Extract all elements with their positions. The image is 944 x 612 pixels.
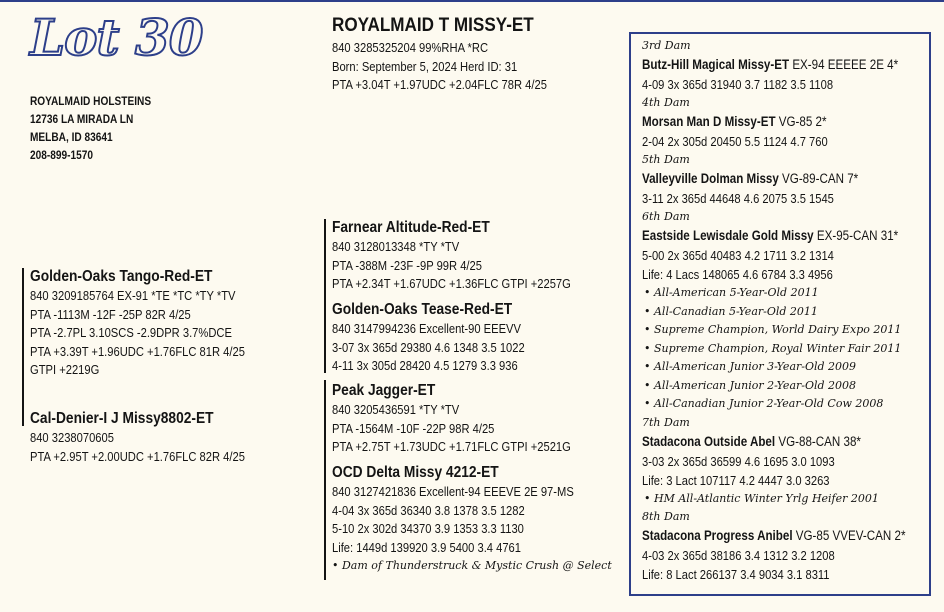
dam-dam-note: • Dam of Thunderstruck & Mystic Crush @ Select — [332, 559, 612, 573]
sire-sire-block — [332, 218, 610, 294]
sire-line-bracket — [22, 268, 24, 426]
dam-generation-label: 3rd Dam — [642, 39, 691, 52]
subject-animal — [332, 13, 582, 95]
dam-record-line: 3-11 2x 365d 44648 4.6 2075 3.5 1545 — [642, 191, 834, 206]
sire-name: Golden-Oaks Tango-Red-ET — [30, 268, 213, 285]
subject-name: ROYALMAID T MISSY-ET — [332, 15, 534, 36]
dam-honor: • HM All-Atlantic Winter Yrlg Heifer 2001 — [644, 491, 879, 505]
dam-record-line: 2-04 2x 305d 20450 5.5 1124 4.7 760 — [642, 134, 828, 149]
sire-dam-record-1: 3-07 3x 365d 29380 4.6 1348 3.5 1022 — [332, 339, 525, 355]
sire-sire-id-line: 840 3128013348 *TY *TV — [332, 239, 460, 254]
dam-dam-name: OCD Delta Missy 4212-ET — [332, 464, 499, 481]
dam-record-line: Life: 4 Lacs 148065 4.6 6784 3.3 4956 — [642, 267, 833, 282]
dam-sire-pta-line-2: PTA +2.75T +1.73UDC +1.71FLC GTPI +2521G — [332, 439, 571, 455]
sire-sire-pta-line-2: PTA +2.34T +1.67UDC +1.36FLC GTPI +2257G — [332, 276, 571, 292]
dam-honor: • All-American Junior 2-Year-Old 2008 — [644, 378, 857, 392]
dam-dam-id-line: 840 3127421836 Excellent-94 EEEVE 2E 97-MS — [332, 484, 574, 499]
dam-sire-name: Peak Jagger-ET — [332, 382, 436, 399]
dam-block — [30, 409, 280, 466]
consignor-phone: 208-899-1570 — [30, 150, 94, 162]
sire-block — [30, 267, 280, 380]
dam-sire-block — [332, 381, 610, 457]
dam-name — [642, 54, 899, 75]
sire-dam-record-2: 4-11 3x 305d 28420 4.5 1279 3.3 936 — [332, 358, 518, 374]
dam-generation-label: 7th Dam — [642, 415, 690, 429]
lot-number: Lot 30 — [30, 8, 203, 67]
top-rule — [0, 0, 944, 2]
dam-honor: • All-Canadian 5-Year-Old 2011 — [644, 304, 818, 318]
dam-generation-label: 8th Dam — [642, 510, 690, 523]
dam-generation-label: 5th Dam — [642, 153, 690, 166]
dam-record-line: 4-03 2x 365d 38186 3.4 1312 3.2 1208 — [642, 548, 835, 563]
sire-dam-block — [332, 300, 556, 376]
dam-honor: • All-Canadian Junior 2-Year-Old Cow 2008 — [644, 397, 884, 410]
dam-classification: EX-95-CAN 31* — [813, 228, 899, 243]
sire-dam-id-line: 840 3147994236 Excellent-90 EEEVV — [332, 321, 521, 336]
subject-id-line: 840 3285325204 99%RHA *RC — [332, 40, 489, 55]
sire-parents-bracket — [324, 219, 326, 373]
dam-record-line: 4-09 3x 365d 31940 3.7 1182 3.5 1108 — [642, 77, 834, 92]
dam-dam-block — [332, 463, 613, 575]
dam-classification: VG-85 VVEV-CAN 2* — [792, 528, 906, 543]
sire-gtpi-line: GTPI +2219G — [30, 362, 100, 378]
dam-name-text: Stadacona Outside Abel — [642, 433, 776, 449]
dam-classification: VG-89-CAN 7* — [778, 171, 859, 186]
sire-pta-line-1: PTA -1113M -12F -25P 82R 4/25 — [30, 306, 191, 322]
dam-generation-label: 4th Dam — [642, 96, 690, 109]
dam-sire-id-line: 840 3205436591 *TY *TV — [332, 402, 460, 417]
dam-id-line: 840 3238070605 — [30, 430, 114, 445]
consignor-name: ROYALMAID HOLSTEINS — [30, 96, 152, 108]
consignor-street: 12736 LA MIRADA LN — [30, 114, 134, 126]
sire-pta-line-3: PTA +3.39T +1.96UDC +1.76FLC 81R 4/25 — [30, 343, 245, 359]
dam-classification: EX-94 EEEEE 2E 4* — [789, 57, 899, 72]
dam-record-line: 5-00 2x 365d 40483 4.2 1711 3.2 1314 — [642, 248, 834, 263]
dam-honor: • All-American Junior 3-Year-Old 2009 — [644, 360, 857, 373]
maternal-line-list — [642, 37, 927, 584]
dam-name — [642, 431, 887, 452]
dam-dam-lifetime: Life: 1449d 139920 3.9 5400 3.4 4761 — [332, 539, 521, 555]
subject-pta-line: PTA +3.04T +1.97UDC +2.04FLC 78R 4/25 — [332, 77, 547, 93]
consignor-address — [30, 93, 151, 165]
dam-record-line: Life: 8 Lact 266137 3.4 9034 3.1 8311 — [642, 567, 830, 582]
dam-honor: • Supreme Champion, Royal Winter Fair 2011 — [644, 341, 902, 355]
dam-honor: • Supreme Champion, World Dairy Expo 2011 — [644, 323, 902, 336]
dam-name-text: Stadacona Progress Anibel — [642, 528, 793, 543]
dam-honor: • All-American 5-Year-Old 2011 — [644, 286, 819, 299]
dam-name-text: Morsan Man D Missy-ET — [642, 114, 776, 129]
consignor-city: MELBA, ID 83641 — [30, 132, 113, 144]
dam-record-line: 3-03 2x 365d 36599 4.6 1695 3.0 1093 — [642, 453, 835, 469]
dam-name — [642, 225, 899, 246]
dam-classification: VG-85 2* — [775, 114, 827, 129]
dam-name-text: Butz-Hill Magical Missy-ET — [642, 57, 790, 72]
sire-pta-line-2: PTA -2.7PL 3.10SCS -2.9DPR 3.7%DCE — [30, 325, 232, 341]
dam-classification: VG-88-CAN 38* — [775, 433, 861, 449]
dam-name-text: Eastside Lewisdale Gold Missy — [642, 228, 814, 243]
dam-name — [642, 111, 887, 132]
dam-dam-record-2: 5-10 2x 302d 34370 3.9 1353 3.3 1130 — [332, 521, 524, 537]
dam-dam-record-1: 4-04 3x 365d 36340 3.8 1378 3.5 1282 — [332, 502, 525, 518]
dam-pta-line: PTA +2.95T +2.00UDC +1.76FLC 82R 4/25 — [30, 448, 245, 464]
dam-sire-pta-line-1: PTA -1564M -10F -22P 98R 4/25 — [332, 420, 495, 436]
dam-parents-bracket — [324, 380, 326, 580]
dam-name — [642, 525, 906, 546]
dam-name-text: Valleyville Dolman Missy — [642, 171, 779, 186]
dam-name: Cal-Denier-I J Missy8802-ET — [30, 410, 214, 427]
dam-generation-label: 6th Dam — [642, 210, 690, 223]
sire-id-line: 840 3209185764 EX-91 *TE *TC *TY *TV — [30, 288, 236, 303]
sire-dam-name: Golden-Oaks Tease-Red-ET — [332, 301, 513, 318]
dam-record-line: Life: 3 Lact 107117 4.2 4447 3.0 3263 — [642, 472, 830, 488]
sire-sire-name: Farnear Altitude-Red-ET — [332, 219, 490, 236]
sire-sire-pta-line-1: PTA -388M -23F -9P 99R 4/25 — [332, 257, 482, 273]
subject-born-line: Born: September 5, 2024 Herd ID: 31 — [332, 58, 518, 74]
dam-name — [642, 168, 887, 189]
